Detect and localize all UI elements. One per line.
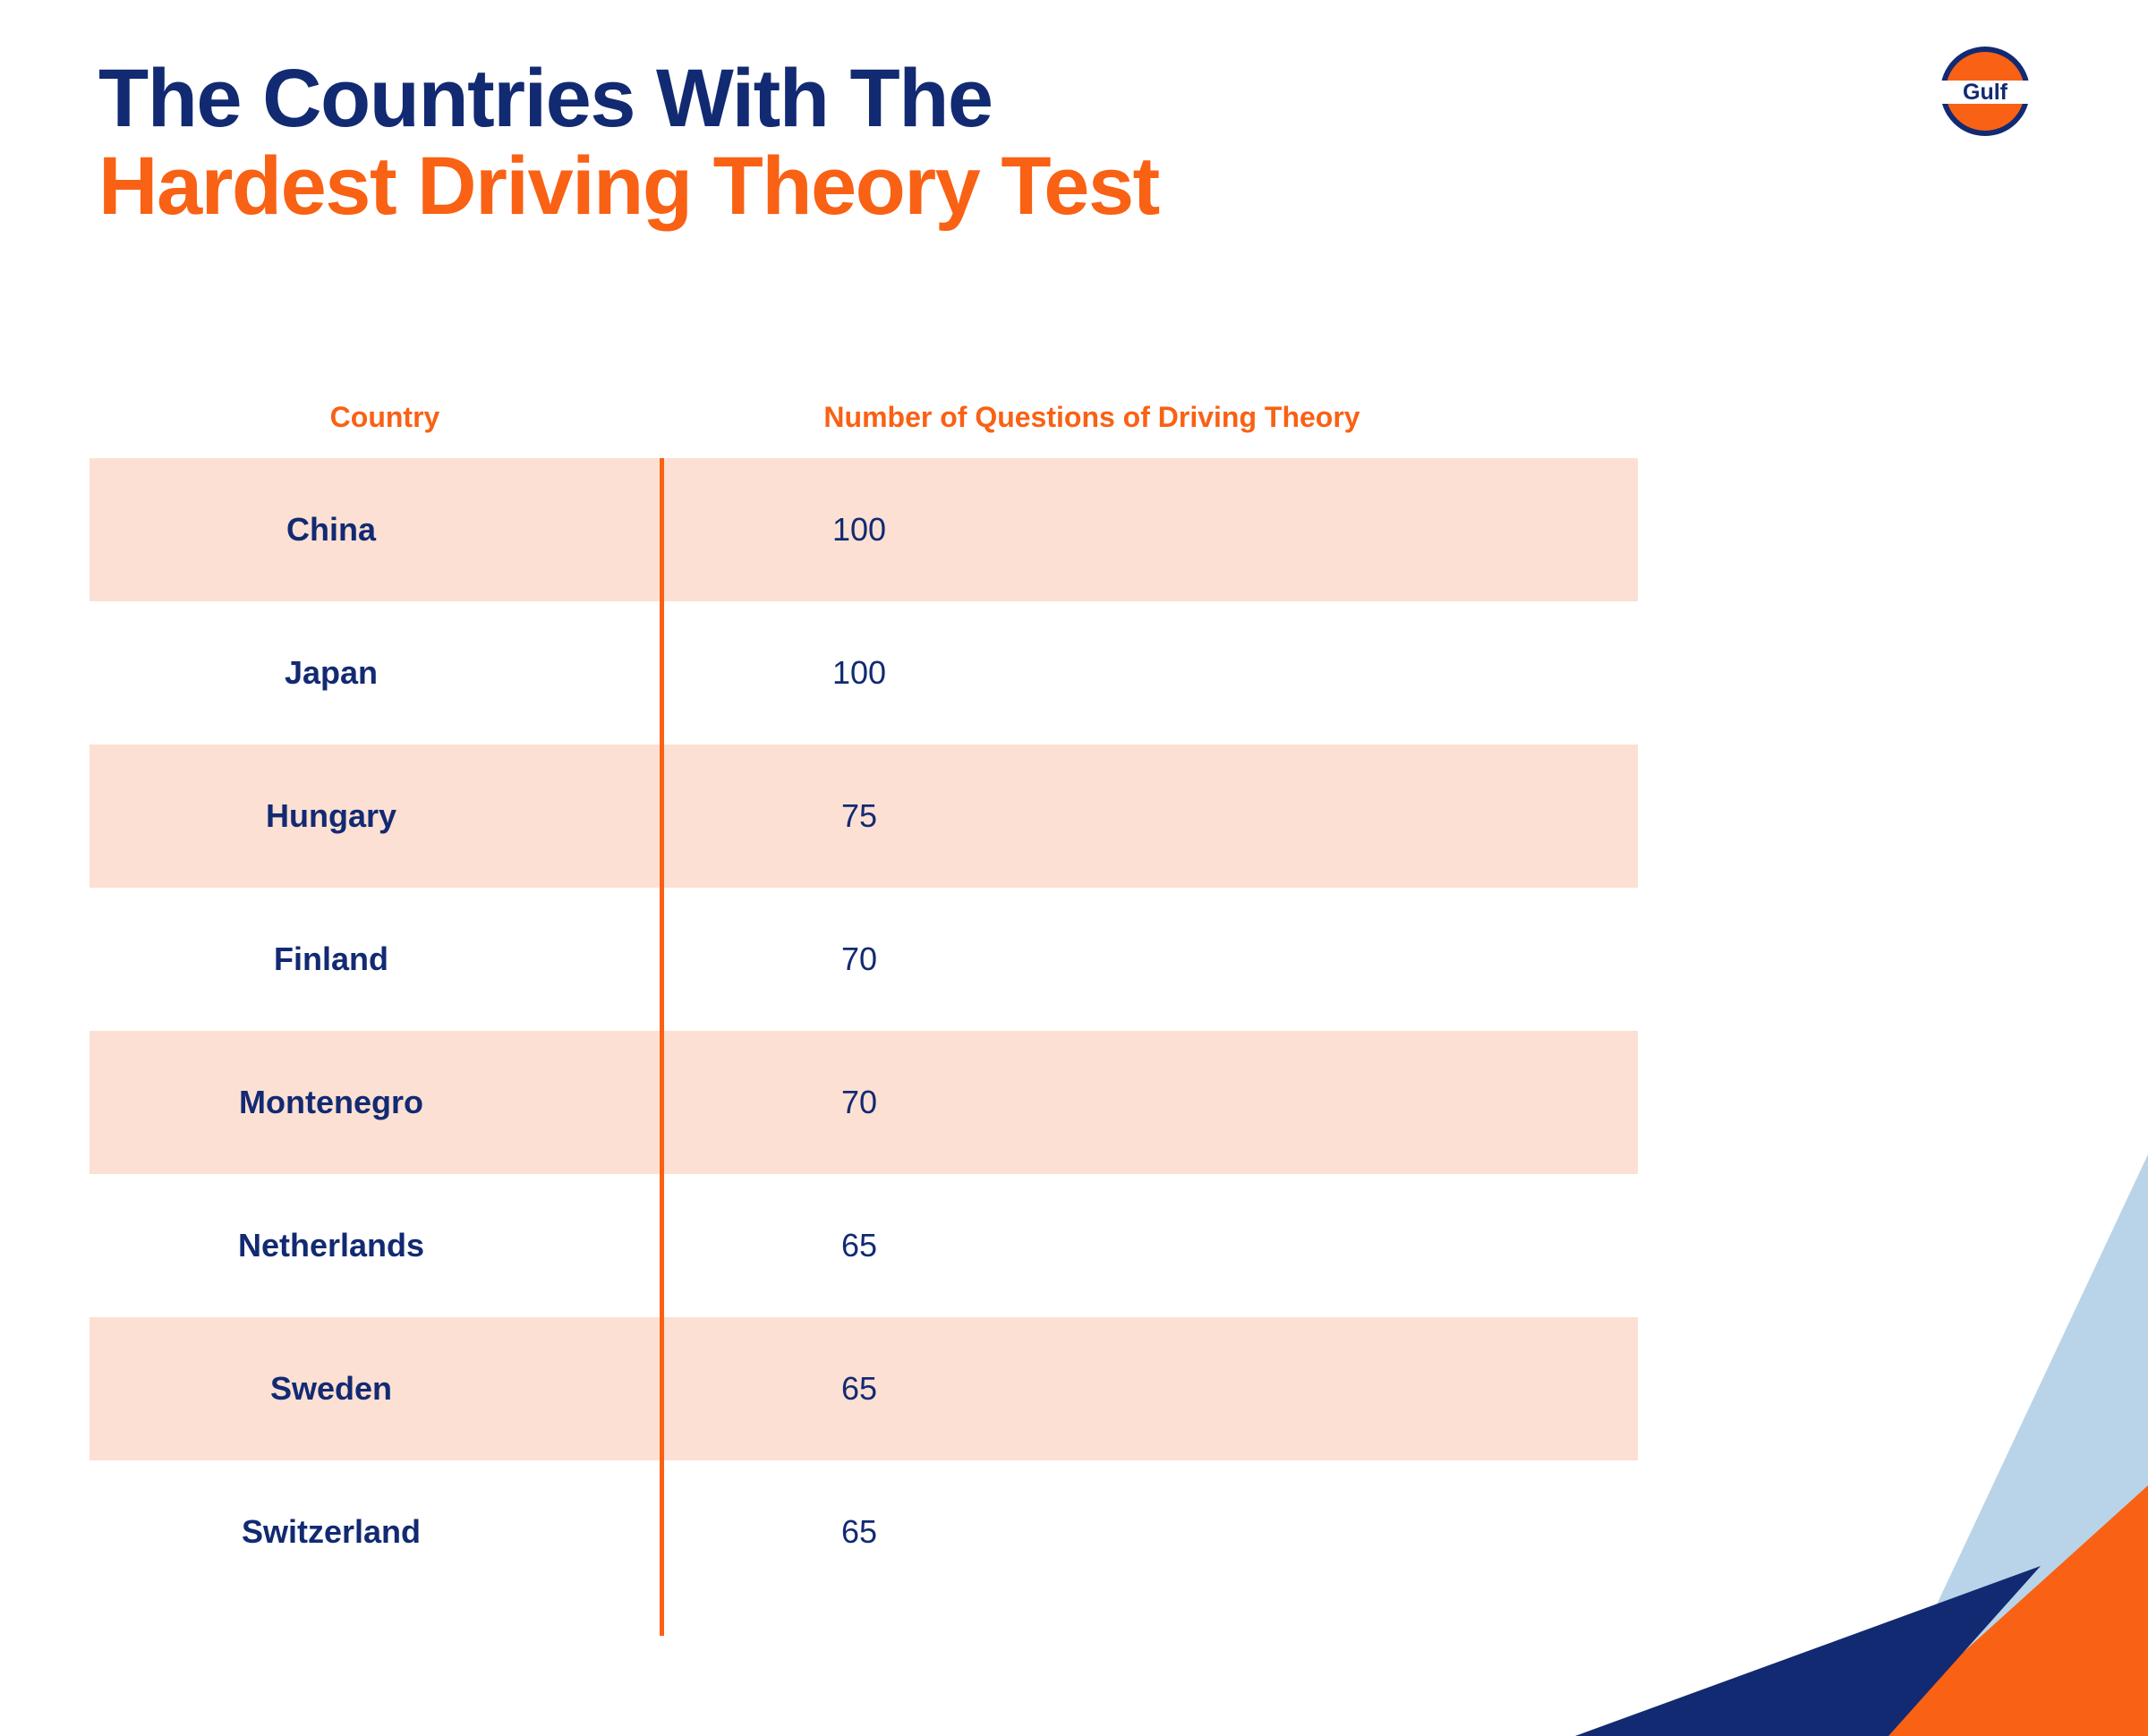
corner-shape-orange	[1871, 1485, 2148, 1736]
table-row	[90, 745, 1638, 888]
table-row	[90, 1174, 1638, 1317]
cell-country: Switzerland	[241, 1513, 422, 1550]
cell-questions: 70	[840, 940, 878, 977]
cell-questions: 100	[831, 654, 887, 691]
table-row	[90, 601, 1638, 745]
cell-country: China	[286, 511, 376, 548]
column-header-country: Country	[329, 401, 440, 433]
cell-questions: 75	[840, 797, 878, 834]
cell-country: Montenegro	[239, 1084, 423, 1120]
table-row	[90, 458, 1638, 601]
gulf-logo-text: Gulf	[1963, 80, 2007, 105]
corner-shape-navy	[1575, 1566, 2041, 1736]
corner-shape-lightblue	[1875, 1154, 2148, 1736]
title-line-one: The Countries With The	[98, 53, 993, 144]
cell-questions: 100	[831, 511, 887, 548]
table-row	[90, 1031, 1638, 1174]
cell-country: Netherlands	[237, 1227, 425, 1264]
cell-questions: 65	[840, 1513, 878, 1550]
cell-country: Finland	[274, 940, 388, 977]
cell-questions: 65	[840, 1227, 878, 1264]
gulf-logo	[1928, 43, 2042, 140]
column-header-questions: Number of Questions of Driving Theory	[823, 401, 1360, 433]
cell-questions: 70	[840, 1084, 878, 1120]
table-row	[90, 888, 1638, 1031]
data-table	[90, 376, 1638, 1604]
cell-country: Hungary	[265, 797, 397, 834]
table-header-row	[90, 376, 1638, 458]
table-row	[90, 1317, 1638, 1460]
column-divider	[660, 458, 664, 1636]
page-title	[98, 55, 1159, 230]
cell-country: Japan	[284, 654, 379, 691]
title-line-two: Hardest Driving Theory Test	[98, 140, 1159, 232]
table-body	[90, 458, 1638, 1604]
table-row	[90, 1460, 1638, 1604]
cell-questions: 65	[840, 1370, 878, 1407]
cell-country: Sweden	[269, 1370, 393, 1407]
